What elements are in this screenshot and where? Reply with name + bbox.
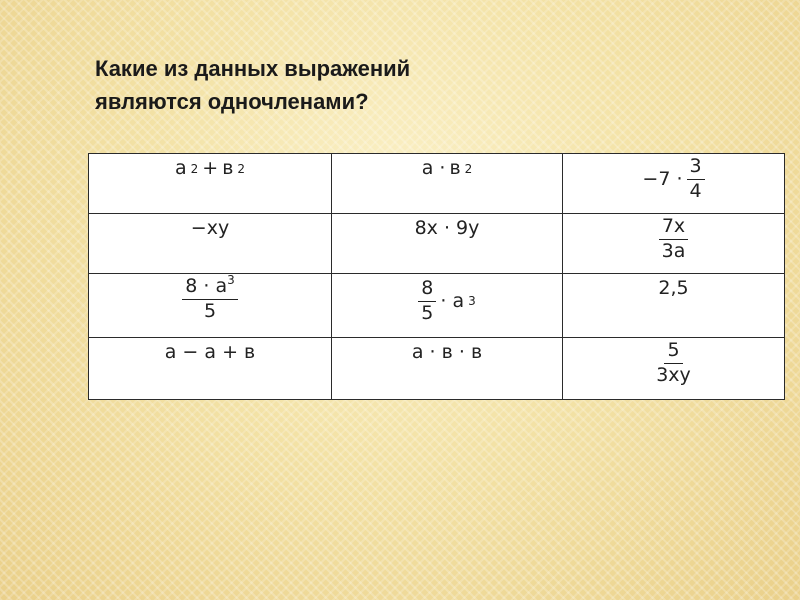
question-line-2: являются одночленами? (95, 89, 369, 114)
expressions-table (88, 153, 785, 400)
expr-cell-r4c2: а · в · в (332, 338, 563, 400)
table-row (89, 338, 785, 400)
expr-term: в (222, 157, 234, 179)
fraction-denominator: 3a (661, 239, 686, 262)
expr-cell-r1c3 (563, 154, 785, 214)
fraction (659, 217, 689, 262)
expr-exponent: 3 (227, 273, 235, 287)
expr-cell-r4c1: а − а + в (89, 338, 332, 400)
expr-term: а · (421, 157, 446, 179)
table-row (89, 154, 785, 214)
fraction-denominator: 3xy (656, 363, 691, 386)
fraction-numerator: 5 (664, 341, 682, 364)
expr-operator: + (202, 157, 219, 179)
expr-term: а (174, 157, 187, 179)
expr-cell-r2c2: 8x · 9y (332, 214, 563, 274)
expr-cell-r2c3 (563, 214, 785, 274)
expr-cell-r2c1: −xy (89, 214, 332, 274)
expr-prefix: −7 · (642, 167, 683, 190)
question-line-1: Какие из данных выражений (95, 56, 411, 81)
expr-cell-r1c1: а 2 + в 2 (89, 154, 332, 214)
expr-term: 8 · а (185, 275, 228, 297)
fraction-numerator: 7x (659, 217, 688, 240)
fraction (418, 279, 436, 324)
fraction-denominator: 4 (689, 179, 702, 202)
table-row (89, 274, 785, 338)
expr-cell-r4c3 (563, 338, 785, 400)
expr-suffix: · а (440, 289, 465, 312)
expr-cell-r3c1 (89, 274, 332, 338)
question-title (95, 52, 655, 118)
fraction-denominator: 5 (421, 301, 434, 324)
expr-cell-r3c2: $\frac{8}{5}$ · а 3 (332, 274, 563, 338)
expr-term: в (449, 157, 461, 179)
fraction-numerator (182, 273, 238, 300)
fraction-numerator: 8 (418, 279, 436, 302)
fraction (182, 273, 238, 322)
expr-cell-r3c3: 2,5 (563, 274, 785, 338)
table-row (89, 214, 785, 274)
fraction-numerator: 3 (687, 157, 705, 180)
fraction (687, 157, 705, 202)
expr-cell-r1c2: а · в 2 (332, 154, 563, 214)
fraction (653, 341, 694, 386)
fraction-denominator: 5 (203, 299, 217, 322)
